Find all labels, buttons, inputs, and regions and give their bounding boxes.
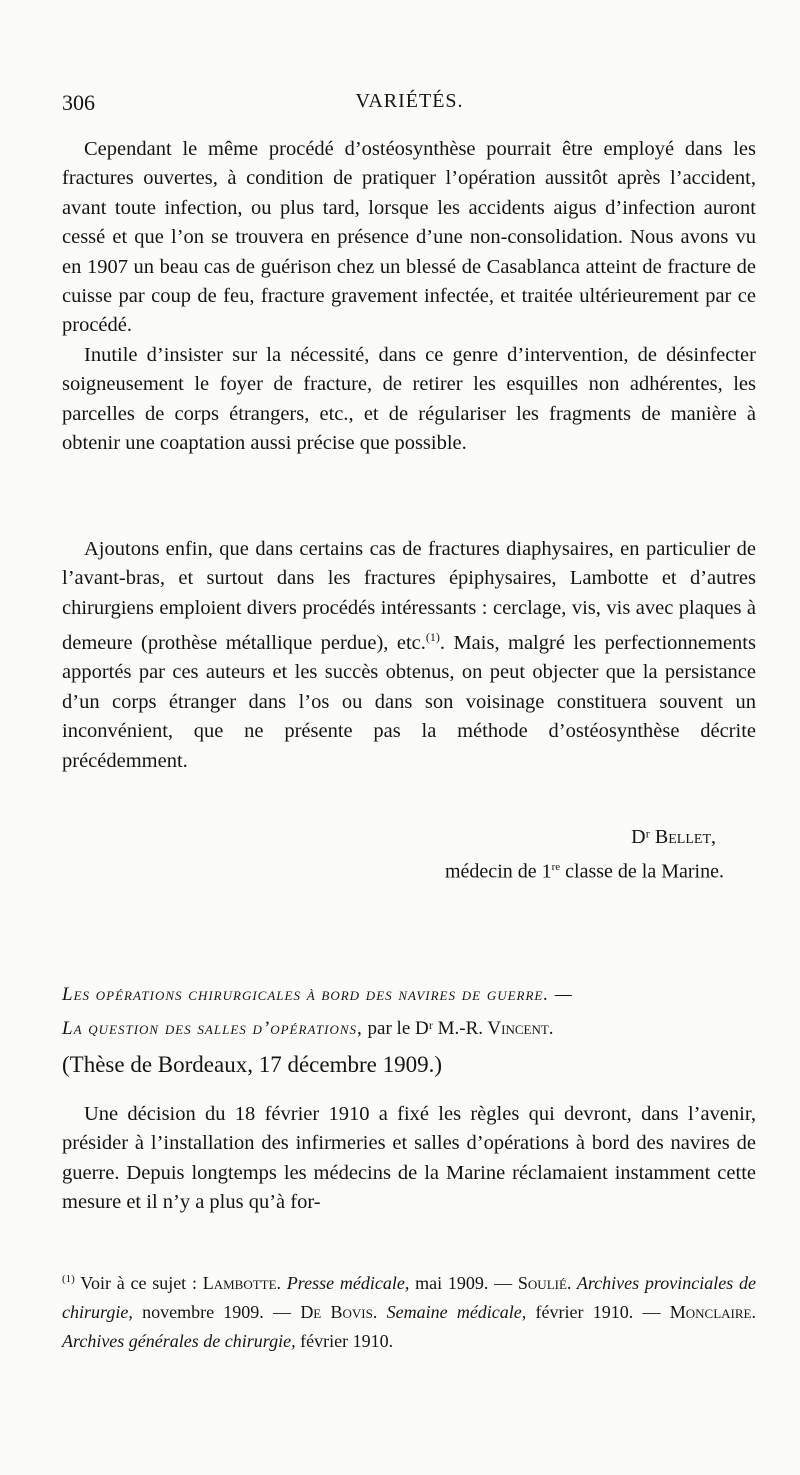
footnote-journal-2: Archives provinciales de chirurgie, bbox=[62, 1273, 756, 1322]
footnote-date-1: mai 1909. — bbox=[409, 1273, 518, 1293]
article2-author: M.-R. Vincent. bbox=[437, 1018, 554, 1039]
signature-block bbox=[62, 822, 756, 887]
footnote-date-4: février 1910. bbox=[295, 1331, 394, 1351]
footnote-date-2: novembre 1909. — bbox=[132, 1302, 301, 1322]
article1-paragraph-3 bbox=[62, 535, 756, 776]
signature-role-sup: re bbox=[551, 861, 561, 873]
running-head: VARIÉTÉS. bbox=[355, 90, 464, 112]
article1-paragraph-2: Inutile d’insister sur la nécessité, dans ce genre d’intervention, de désinfecter soigneusement le foyer de fracture, de retirer les esquilles non adhérentes, les parcelles de corps étrangers, etc., et de régulariser les fragments de manière à obtenir une coaptation aussi précise que possible. bbox=[62, 343, 756, 455]
footnote-date-3: février 1910. — bbox=[526, 1302, 670, 1322]
signature-role-prefix: médecin de 1 bbox=[445, 860, 552, 883]
article1-paragraph-1: Cependant le même procédé d’ostéosynthèse pourrait être employé dans les fractures ouvertes, à condition de pratiquer l’opération aussitôt après l’accident, avant toute infection, ou plus tard, lorsque les accidents aigus d’infection auront cessé et que l’on se trouvera en présence d’une non-consolidation. Nous avons vu en 1907 un beau cas de guérison chez un blessé de Casablanca atteint de fracture de cuisse par coup de feu, fracture gravement infectée, et traitée ultérieurement par ce procédé. bbox=[62, 138, 756, 337]
footnote-author-4: Monclaire. bbox=[669, 1302, 756, 1322]
footnote bbox=[62, 1265, 756, 1356]
article2-text bbox=[62, 1100, 756, 1218]
paragraph3-part2: . Mais, malgré les perfectionnements apportés par ces auteurs et les succès obtenus, on peut objecter que la persistance d’un corps étranger dans l’os ou dans son voisinage constituera souvent un inconvénient, que ne présente pas la méthode d’ostéosynthèse décrite précédemment. bbox=[62, 632, 756, 772]
article2-heading bbox=[62, 978, 756, 1082]
footnote-journal-4: Archives générales de chirurgie, bbox=[62, 1331, 296, 1351]
footnote-author-3: De Bovis. bbox=[300, 1302, 378, 1322]
footnote-author-1: Lambotte. bbox=[202, 1273, 282, 1293]
page-header bbox=[62, 90, 757, 120]
article2-by: par le Dʳ bbox=[362, 1018, 438, 1039]
paragraph3-part1: Ajoutons enfin, que dans certains cas de fractures diaphysaires, en particulier de l’avant-bras, et surtout dans les fractures épiphysaires, Lambotte et d’autres chirurgiens emploient divers procédés intéressants : cerclage, vis, vis avec plaques à demeure (prothèse métallique perdue), etc. bbox=[62, 538, 756, 655]
page-number: 306 bbox=[62, 90, 95, 115]
article1-text-top bbox=[62, 135, 756, 458]
article2-title-part2: La question des salles d’opérations, bbox=[62, 1018, 363, 1039]
signature-role-suffix: classe de la Marine. bbox=[560, 860, 724, 883]
footnote-journal-1: Presse médicale, bbox=[281, 1273, 410, 1293]
signature-name-line bbox=[62, 822, 756, 852]
footnote-journal-3: Semaine médicale, bbox=[377, 1302, 527, 1322]
footnote-reference: (1) bbox=[425, 630, 440, 645]
signature-role bbox=[62, 852, 756, 887]
article2-title-part1: Les opérations chirurgicales à bord des navires de guerre. — bbox=[62, 984, 573, 1005]
article2-paragraph-1: Une décision du 18 février 1910 a fixé les règles qui devront, dans l’avenir, présider à l’installation des infirmeries et salles d’opérations à bord des navires de guerre. Depuis longtemps les médecins de la Marine réclamaient instamment cette mesure et il n’y a plus qu’à for- bbox=[62, 1103, 756, 1214]
footnote-marker: (1) bbox=[62, 1273, 75, 1285]
signature-title: Dʳ bbox=[631, 826, 650, 848]
signature-name: Bellet, bbox=[654, 826, 716, 848]
article1-text-bottom bbox=[62, 535, 756, 776]
footnote-author-2: Soulié. bbox=[517, 1273, 572, 1293]
footnote-text-1: Voir à ce sujet : bbox=[74, 1273, 203, 1293]
article2-thesis: (Thèse de Bordeaux, 17 décembre 1909.) bbox=[62, 1052, 442, 1077]
